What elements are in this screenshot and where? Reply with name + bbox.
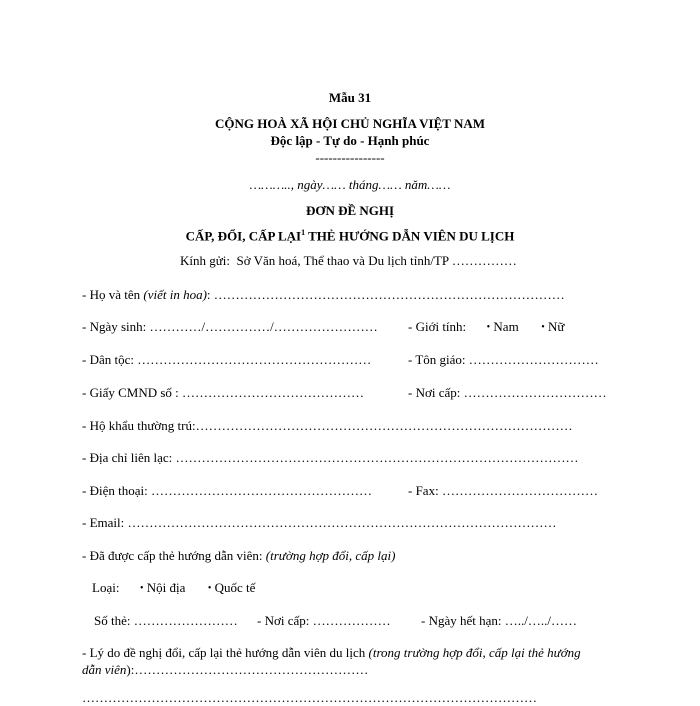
full-name-label: - Họ và tên [82, 287, 144, 302]
household-field: - Hộ khẩu thường trú:…………………………………………………………………………… [82, 418, 573, 433]
id-card-field: - Giấy CMND số : …………………………………… [82, 385, 365, 400]
gender-field [408, 319, 564, 335]
card-type-domestic: Nội địa [146, 580, 186, 595]
bullet-icon: • [541, 322, 545, 333]
fax-field: - Fax: ……………………………… [408, 483, 598, 498]
email-field: - Email: ……………………………………………………………………………………… [82, 515, 557, 530]
dob-field: - Ngày sinh: …………/……………/…………………… [82, 319, 378, 334]
recipient-line [180, 253, 517, 269]
reason-label: - Lý do đề nghị đổi, cấp lại thẻ hướng dẫn viên du lịch [82, 645, 369, 660]
card-type-international: Quốc tế [214, 580, 256, 595]
bullet-icon: • [207, 583, 212, 594]
subtitle-rest: THẺ HƯỚNG DẪN VIÊN DU LỊCH [305, 228, 515, 244]
card-type-label: Loại: [92, 580, 120, 595]
card-type-field [92, 580, 255, 596]
bullet-icon: • [139, 583, 144, 594]
recipient-label: Kính gửi: [180, 253, 231, 268]
card-issued-at-field: - Nơi cấp: ……………… [257, 613, 391, 628]
reason-line-2: …………………………………………………………………………………………… [82, 690, 537, 705]
separator: ---------------- [315, 150, 385, 165]
subtitle-main: CẤP, ĐỔI, CẤP LẠI [185, 228, 302, 244]
gender-female-option: Nữ [547, 319, 565, 334]
form-number: Mẫu 31 [328, 90, 372, 105]
document-title: ĐƠN ĐỀ NGHỊ [305, 203, 395, 218]
card-number-field: Số thẻ: …………………… [94, 613, 238, 628]
reason-blank: ):……………………………………………… [126, 662, 369, 677]
full-name-note: (viết in hoa) [143, 287, 207, 302]
reason-field [82, 645, 581, 661]
card-expiry-field: - Ngày hết hạn: …../…../…… [421, 613, 577, 628]
document-subtitle [0, 228, 700, 244]
reason-note: (trong trường hợp đổi, cấp lại thẻ hướng [368, 645, 581, 660]
reason-continued [82, 662, 368, 678]
issued-card-label: - Đã được cấp thẻ hướng dẫn viên: [82, 548, 266, 563]
full-name-field [82, 287, 565, 303]
religion-field: - Tôn giáo: ………………………… [408, 352, 599, 367]
issued-card-note: (trường hợp đổi, cấp lại) [265, 548, 396, 563]
country-name: CỘNG HOÀ XÃ HỘI CHỦ NGHĨA VIỆT NAM [214, 116, 486, 131]
date-line: ……….., ngày…… tháng…… năm…… [249, 177, 451, 192]
issued-card-field [82, 548, 395, 564]
contact-address-field: - Địa chỉ liên lạc: ………………………………………………………………………………… [82, 450, 579, 465]
full-name-blank: : ……………………………………………………………………… [206, 287, 565, 302]
motto: Độc lập - Tự do - Hạnh phúc [270, 133, 430, 148]
reason-note-continued: dẫn viên [82, 662, 127, 677]
gender-male-option: Nam [493, 319, 519, 334]
phone-field: - Điện thoại: …………………………………………… [82, 483, 372, 498]
gender-label: - Giới tính: [408, 319, 467, 334]
ethnicity-field: - Dân tộc: ……………………………………………… [82, 352, 372, 367]
recipient-value: Sở Văn hoá, Thể thao và Du lịch tỉnh/TP …………… [236, 253, 517, 268]
issued-at-field: - Nơi cấp: …………………………… [408, 385, 607, 400]
bullet-icon: • [486, 322, 491, 333]
footnote-marker: 1 [301, 228, 306, 237]
